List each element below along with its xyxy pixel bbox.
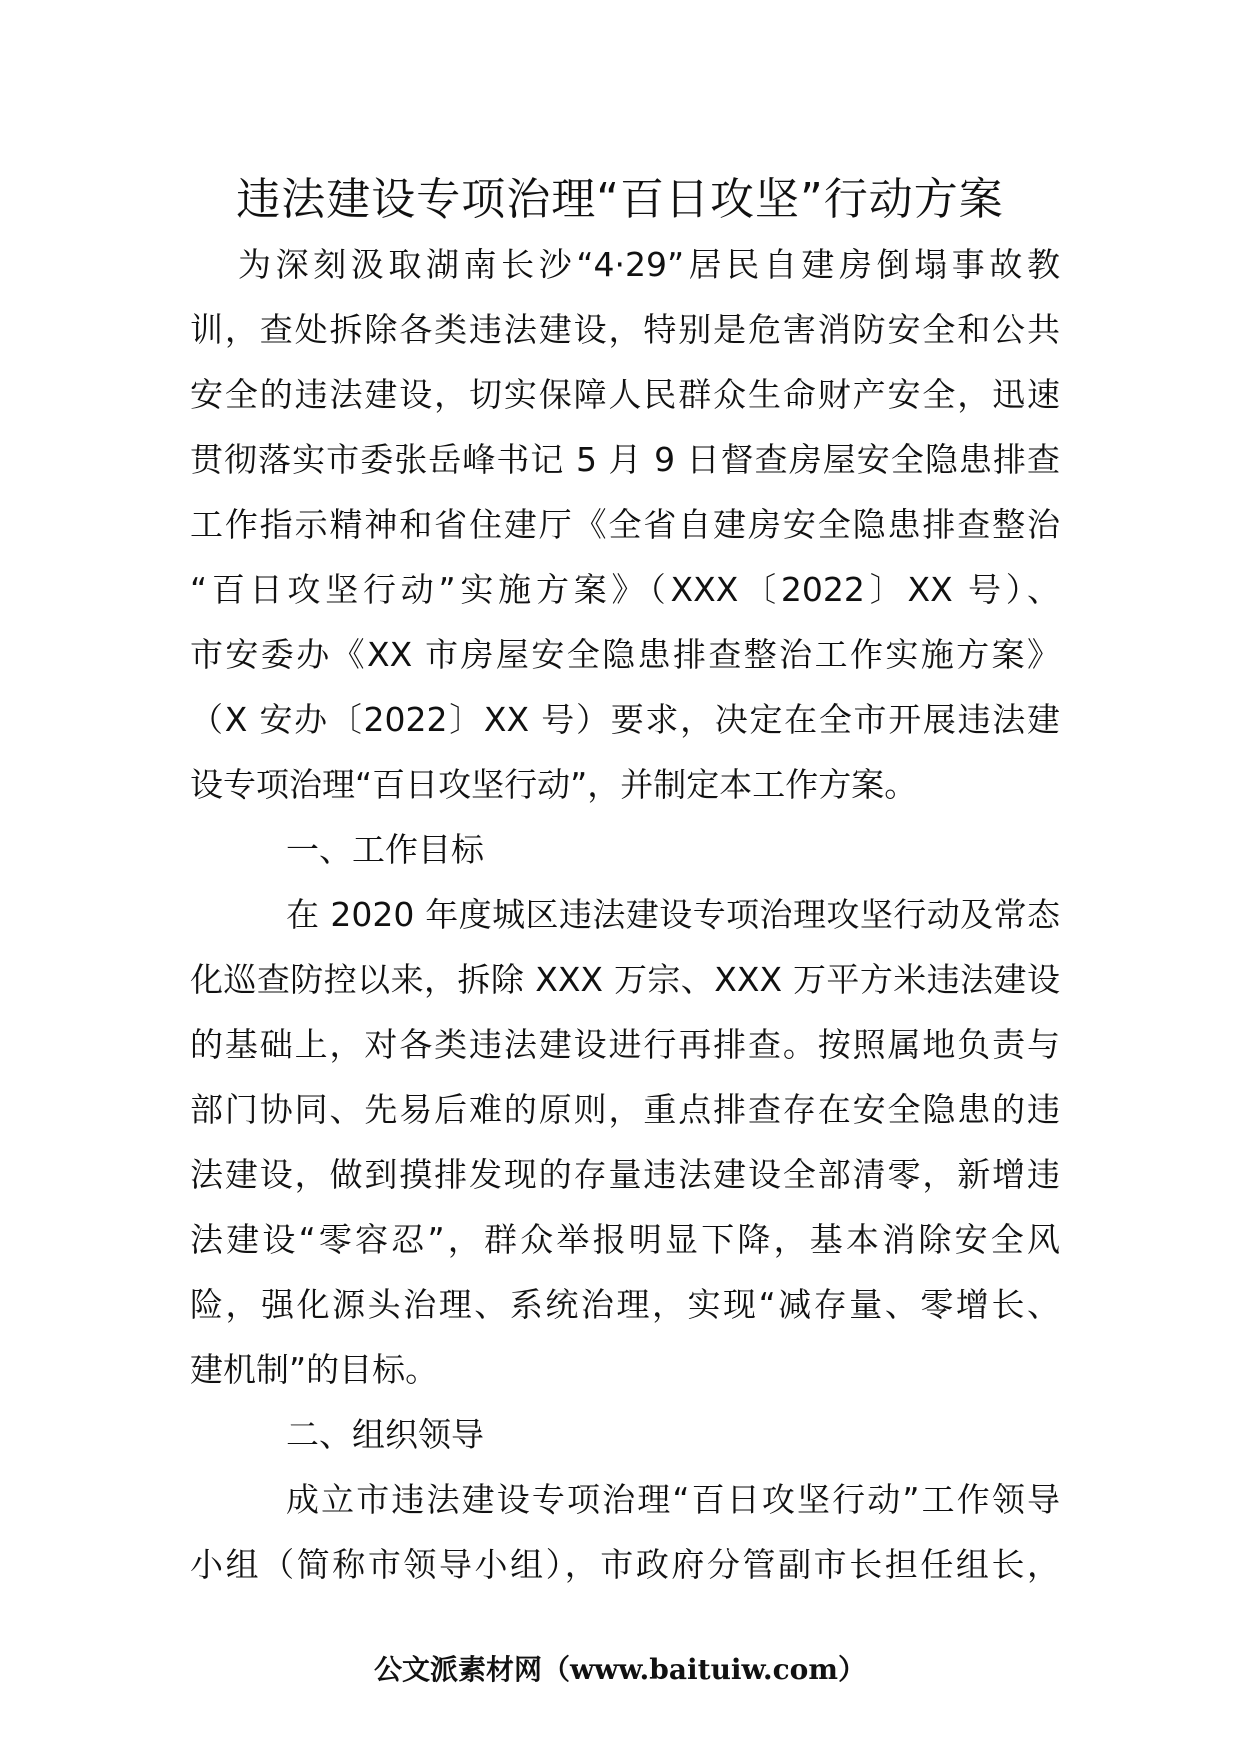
paragraph-line: 成立市违法建设专项治理“百日攻坚行动”工作领导: [286, 1480, 1060, 1519]
paragraph-intro: [190, 232, 1060, 817]
section-heading-goals: 一、工作目标: [286, 830, 484, 869]
paragraph-goals: [190, 882, 1060, 1402]
paragraph-line: 在 2020 年度城区违法建设专项治理攻坚行动及常态: [286, 895, 1060, 934]
paragraph-line: 的基础上，对各类违法建设进行再排查。按照属地负责与: [190, 1025, 1060, 1064]
paragraph-line: 训，查处拆除各类违法建设，特别是危害消防安全和公共: [190, 310, 1060, 349]
paragraph-line: 部门协同、先易后难的原则，重点排查存在安全隐患的违: [190, 1090, 1060, 1129]
paragraph-line: 建机制”的目标。: [190, 1350, 439, 1389]
paragraph-line: 市安委办《XX 市房屋安全隐患排查整治工作实施方案》: [190, 635, 1060, 674]
paragraph-line: （X 安办〔2022〕XX 号）要求，决定在全市开展违法建: [190, 700, 1060, 739]
footer-watermark: 公文派素材网（www.baituiw.com）: [374, 1653, 866, 1686]
section-heading-organization: 二、组织领导: [286, 1415, 484, 1454]
document-body: [190, 232, 1060, 1597]
paragraph-line: 设专项治理“百日攻坚行动”，并制定本工作方案。: [190, 765, 918, 804]
paragraph-line: 贯彻落实市委张岳峰书记 5 月 9 日督查房屋安全隐患排查: [190, 440, 1060, 479]
document-title: 违法建设专项治理“百日攻坚”行动方案: [236, 174, 1004, 225]
paragraph-line: 工作指示精神和省住建厅《全省自建房安全隐患排查整治: [190, 505, 1060, 544]
paragraph-line: 化巡查防控以来，拆除 XXX 万宗、XXX 万平方米违法建设: [190, 960, 1060, 999]
paragraph-line: 为深刻汲取湖南长沙“4·29”居民自建房倒塌事故教: [238, 245, 1060, 284]
paragraph-line: 安全的违法建设，切实保障人民群众生命财产安全，迅速: [190, 375, 1060, 414]
paragraph-line: 险，强化源头治理、系统治理，实现“减存量、零增长、: [190, 1285, 1060, 1324]
paragraph-line: 法建设，做到摸排发现的存量违法建设全部清零，新增违: [190, 1155, 1060, 1194]
paragraph-organization: [190, 1467, 1060, 1597]
paragraph-line: “百日攻坚行动”实施方案》（XXX〔2022〕XX 号）、: [190, 570, 1060, 609]
paragraph-line: 法建设“零容忍”，群众举报明显下降，基本消除安全风: [190, 1220, 1060, 1259]
paragraph-line: 小组（简称市领导小组），市政府分管副市长担任组长，: [190, 1545, 1060, 1584]
